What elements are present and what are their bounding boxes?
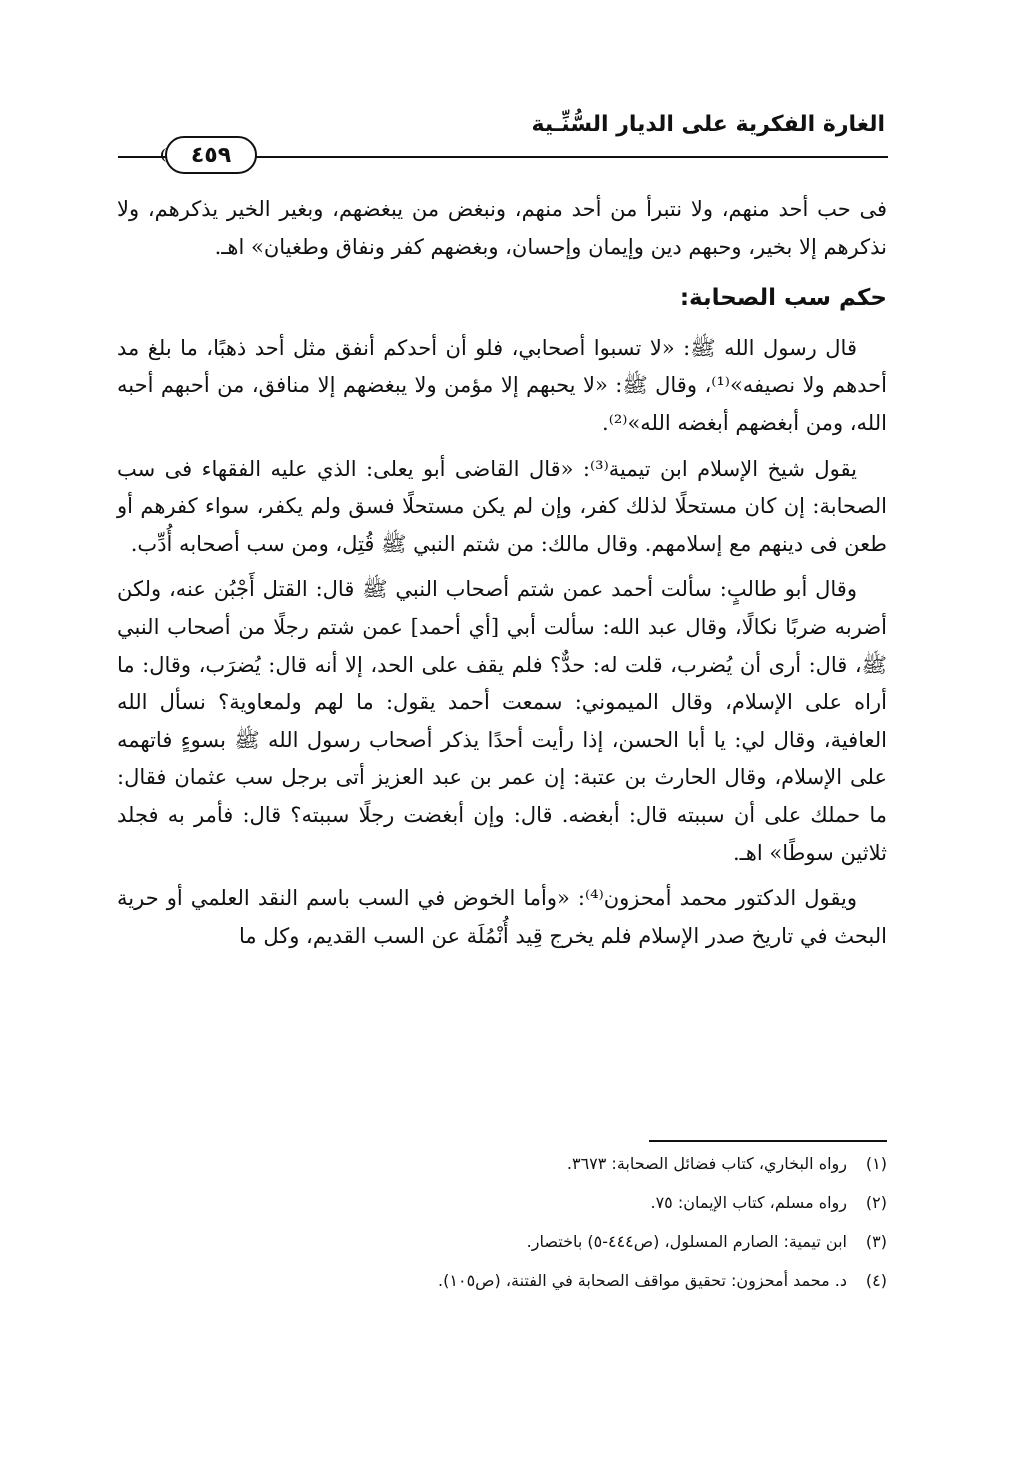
running-title: الغارة الفكرية على الديار السُّنِّـية xyxy=(531,112,885,137)
paragraph-1: فى حب أحد منهم، ولا نتبرأ من أحد منهم، ونبغض من يبغضهم، وبغير الخير يذكرهم، ولا نذكرهم إلا بخير، وحبهم دين وإيمان وإحسان، وبغضهم كفر ونفاق وطغيان» اهـ. xyxy=(117,197,887,259)
footnote-rule xyxy=(649,1140,887,1142)
footnote-item xyxy=(117,1193,887,1232)
paragraph-5: ويقول الدكتور محمد أمحزون⁽⁴⁾: «وأما الخوض في السب باسم النقد العلمي أو حرية البحث في تاريخ صدر الإسلام فلم يخرج قِيد أُنْمُلَة عن السب القديم، وكل ما xyxy=(117,886,887,948)
main-text xyxy=(117,191,887,963)
footnote-item xyxy=(117,1271,887,1310)
footnote-text: د. محمد أمحزون: تحقيق مواقف الصحابة في الفتنة، (ص١٠٥). xyxy=(438,1271,847,1290)
footnote-item xyxy=(117,1154,887,1193)
footnote-item xyxy=(117,1232,887,1271)
paragraph-2: قال رسول الله ﷺ: «لا تسبوا أصحابي، فلو أن أحدكم أنفق مثل أحد ذهبًا، ما بلغ مد أحدهم ولا نصيفه»⁽¹⁾، وقال ﷺ: «لا يحبهم إلا مؤمن ولا يبغضهم إلا منافق، من أحبهم أحبه الله، ومن أبغضهم أبغضه الله»⁽²⁾. xyxy=(117,335,887,435)
paragraph-4: وقال أبو طالبٍ: سألت أحمد عمن شتم أصحاب النبي ﷺ قال: القتل أَجْبُن عنه، ولكن أضربه ضربًا نكالًا، وقال عبد الله: سألت أبي [أي أحمد] عمن شتم رجلًا من أصحاب النبي ﷺ، قال: أرى أن يُضرب، قلت له: حدٌّ؟ فلم يقف على الحد، إلا أنه قال: يُضرَب، وقال: ما أراه على الإسلام، وقال الميموني: سمعت أحمد يقول: ما لهم ولمعاوية؟ نسأل الله العافية، وقال لي: يا أبا الحسن، إذا رأيت أحدًا يذكر أصحاب رسول الله ﷺ بسوءٍ فاتهمه على الإسلام، وقال الحارث بن عتبة: إن عمر بن عبد العزيز أتى برجل سب عثمان فقال: ما حملك على أن سببته قال: أبغضه. قال: وإن أبغضت رجلًا سببته؟ قال: فأمر به فجلد ثلاثين سوطًا» اهـ. xyxy=(117,577,887,865)
footnote-number: (٤) xyxy=(865,1271,887,1290)
page-number-badge xyxy=(165,136,257,174)
footnotes xyxy=(117,1154,887,1310)
page-number: ٤٥٩ xyxy=(190,142,232,168)
section-heading: حكم سب الصحابة: xyxy=(679,285,887,312)
footnote-text: ابن تيمية: الصارم المسلول، (ص٤٤٤-٥) باختصار. xyxy=(526,1232,847,1251)
footnote-number: (٢) xyxy=(865,1193,887,1212)
footnote-text: رواه البخاري، كتاب فضائل الصحابة: ٣٦٧٣. xyxy=(566,1154,847,1173)
footnote-number: (١) xyxy=(865,1154,887,1173)
paragraph-3: يقول شيخ الإسلام ابن تيمية⁽³⁾: «قال القاضى أبو يعلى: الذي عليه الفقهاء فى سب الصحابة: إن كان مستحلًا لذلك كفر، وإن لم يكن مستحلًا فسق ولم يكفر، سواء كفرهم أو طعن فى دينهم مع إسلامهم. وقال مالك: من شتم النبي ﷺ قُتِل، ومن سب أصحابه أُدِّب. xyxy=(117,456,887,556)
footnote-text: رواه مسلم، كتاب الإيمان: ٧٥. xyxy=(650,1193,847,1212)
footnote-number: (٣) xyxy=(865,1232,887,1251)
